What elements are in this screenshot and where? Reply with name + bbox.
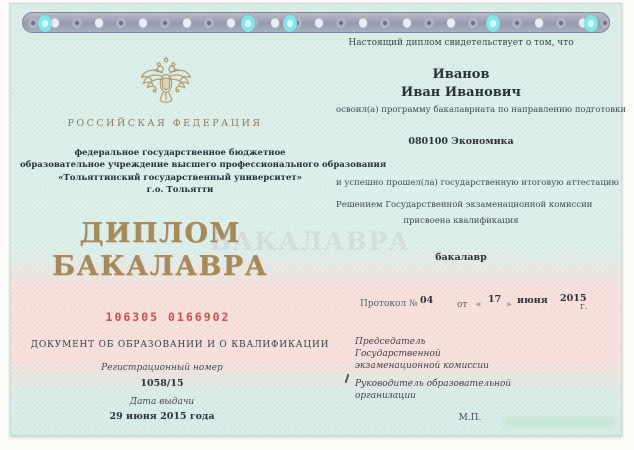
cyan-oval-icon xyxy=(283,15,297,32)
head-signature-block xyxy=(355,378,511,402)
chairman-line: Государственной xyxy=(355,349,441,359)
institution-line: «Тольяттинский государственный университет» xyxy=(58,172,302,183)
institution-line: г.о. Тольятти xyxy=(146,185,214,196)
quote-open: « xyxy=(476,300,482,310)
qualification-value: бакалавр xyxy=(435,252,487,263)
head-line: организации xyxy=(355,391,416,401)
holder-name-patronymic: Иван Иванович xyxy=(401,85,521,100)
institution-block xyxy=(20,147,387,197)
holder-surname: Иванов xyxy=(432,67,490,82)
document-type-label: ДОКУМЕНТ ОБ ОБРАЗОВАНИИ И О КВАЛИФИКАЦИИ xyxy=(30,340,330,350)
diploma-title-word: ДИПЛОМ xyxy=(79,218,241,249)
serial-number: 106305 0166902 xyxy=(105,310,231,324)
attestation-statement: и успешно прошел(ла) государственную итоговую аттестацию xyxy=(336,178,619,188)
chairman-line: экзаменационной комиссии xyxy=(355,361,489,371)
diploma-title xyxy=(10,217,310,283)
diploma-sheet xyxy=(10,3,627,436)
qualification-label: присвоена квалификация xyxy=(403,216,519,226)
protocol-number: 04 xyxy=(420,295,434,306)
commission-statement: Решением Государственной экзаменационной комиссии xyxy=(336,200,593,210)
registration-number-value: 1058/15 xyxy=(140,378,184,389)
protocol-month: июня xyxy=(517,295,548,306)
cyan-oval-icon xyxy=(38,15,52,32)
specialty-value: 080100 Экономика xyxy=(408,136,514,147)
certify-statement: Настоящий диплом свидетельствует о том, что xyxy=(348,38,574,48)
institution-line: образовательное учреждение высшего профессионального образования xyxy=(20,160,387,171)
title-ghost-watermark: БАКАЛАВРА xyxy=(209,227,411,256)
cyan-oval-icon xyxy=(241,15,255,32)
cyan-oval-icon xyxy=(486,15,500,32)
institution-line: федеральное государственное бюджетное xyxy=(74,148,286,158)
protocol-from-label: от xyxy=(457,300,468,310)
protocol-day: 17 xyxy=(488,294,502,305)
seal-placeholder: М.П. xyxy=(458,413,482,423)
quote-close: » xyxy=(506,300,512,310)
country-label: РОССИЙСКАЯ ФЕДЕРАЦИЯ xyxy=(67,118,263,129)
chairman-line: Председатель xyxy=(355,337,426,347)
scan-artifact xyxy=(504,417,614,428)
issue-date-value: 29 июня 2015 года xyxy=(109,411,215,422)
protocol-label: Протокол № xyxy=(360,299,418,309)
cyan-oval-icon xyxy=(584,15,598,32)
registration-number-label: Регистрационный номер xyxy=(101,363,223,373)
russia-coat-of-arms-icon xyxy=(135,51,197,119)
diploma-title-degree: БАКАЛАВРА xyxy=(51,251,269,282)
chairman-signature-block xyxy=(355,336,489,372)
program-statement: освоил(а) программу бакалавриата по направлению подготовки xyxy=(336,105,627,115)
guilloche-band xyxy=(22,12,610,33)
protocol-year: 2015 xyxy=(560,293,587,304)
head-line: Руководитель образовательной xyxy=(355,379,512,389)
issue-date-label: Дата выдачи xyxy=(129,397,195,407)
protocol-year-suffix: г. xyxy=(580,302,588,312)
signature-stroke xyxy=(345,374,350,383)
